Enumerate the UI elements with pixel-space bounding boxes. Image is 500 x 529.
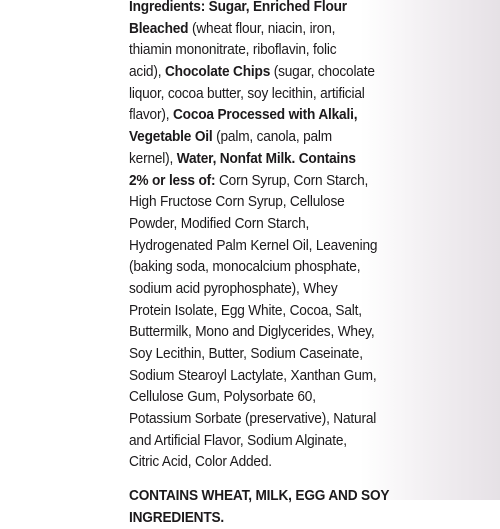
ingredients-text bbox=[129, 0, 453, 529]
ingredient-text: Corn Syrup, Corn Starch, bbox=[215, 171, 369, 189]
ingredient-text: (baking soda, monocalcium phosphate, bbox=[129, 258, 361, 276]
ingredient-bold: Bleached bbox=[129, 19, 189, 37]
ingredient-text: Citric Acid, Color Added. bbox=[129, 453, 272, 471]
ingredients-line bbox=[129, 83, 453, 105]
ingredient-text: flavor), bbox=[129, 106, 173, 124]
ingredients-line bbox=[129, 256, 453, 278]
ingredient-text: (palm, canola, palm bbox=[212, 128, 332, 146]
ingredient-text: and Artificial Flavor, Sodium Alginate, bbox=[129, 431, 347, 449]
ingredient-text: liquor, cocoa butter, soy lecithin, artificial bbox=[129, 84, 365, 102]
allergen-statement: INGREDIENTS. bbox=[129, 508, 225, 526]
ingredient-bold: Chocolate Chips bbox=[164, 63, 271, 81]
ingredient-text: Powder, Modified Corn Starch, bbox=[129, 214, 310, 232]
ingredients-line bbox=[129, 451, 453, 473]
ingredients-line bbox=[129, 430, 453, 452]
ingredient-text: Buttermilk, Mono and Diglycerides, Whey, bbox=[129, 323, 375, 341]
spacer bbox=[129, 473, 453, 485]
ingredient-text: (sugar, chocolate bbox=[270, 63, 375, 81]
ingredients-line bbox=[129, 0, 453, 18]
ingredients-line bbox=[129, 148, 453, 170]
ingredient-bold: Vegetable Oil bbox=[129, 128, 213, 146]
ingredient-text: Protein Isolate, Egg White, Cocoa, Salt, bbox=[129, 301, 362, 319]
ingredient-bold: Water, Nonfat Milk. Contains bbox=[176, 149, 356, 167]
ingredient-text: Sodium Stearoyl Lactylate, Xanthan Gum, bbox=[129, 366, 377, 384]
ingredient-bold: 2% or less of: bbox=[129, 171, 216, 189]
ingredient-text: acid), bbox=[129, 63, 165, 81]
ingredients-line bbox=[129, 365, 453, 387]
allergen-statement-line bbox=[129, 485, 453, 507]
ingredients-line bbox=[129, 278, 453, 300]
ingredients-line bbox=[129, 170, 453, 192]
ingredients-line bbox=[129, 213, 453, 235]
ingredients-line bbox=[129, 18, 453, 40]
ingredient-text: Hydrogenated Palm Kernel Oil, Leavening bbox=[129, 236, 378, 254]
ingredients-line bbox=[129, 191, 453, 213]
ingredients-line bbox=[129, 61, 453, 83]
ingredient-text: thiamin mononitrate, riboflavin, folic bbox=[129, 41, 337, 59]
ingredients-heading: Ingredients: Sugar, Enriched Flour bbox=[129, 0, 347, 15]
ingredients-line bbox=[129, 343, 453, 365]
ingredients-line bbox=[129, 104, 453, 126]
allergen-statement: CONTAINS WHEAT, MILK, EGG AND SOY bbox=[129, 487, 390, 505]
ingredient-text: sodium acid pyrophosphate), Whey bbox=[129, 279, 338, 297]
ingredients-line bbox=[129, 386, 453, 408]
ingredient-text: Cellulose Gum, Polysorbate 60, bbox=[129, 388, 316, 406]
ingredient-text: (wheat flour, niacin, iron, bbox=[188, 19, 336, 37]
ingredients-line bbox=[129, 39, 453, 61]
ingredient-text: kernel), bbox=[129, 149, 177, 167]
ingredient-text: Soy Lecithin, Butter, Sodium Caseinate, bbox=[129, 345, 363, 362]
allergen-statement-line bbox=[129, 507, 453, 529]
ingredient-text: Potassium Sorbate (preservative), Natural bbox=[129, 410, 377, 428]
ingredient-bold: Cocoa Processed with Alkali, bbox=[172, 106, 358, 124]
ingredients-line bbox=[129, 235, 453, 257]
ingredients-line bbox=[129, 300, 453, 322]
ingredient-text: High Fructose Corn Syrup, Cellulose bbox=[129, 193, 345, 211]
ingredients-line bbox=[129, 126, 453, 148]
ingredients-line bbox=[129, 408, 453, 430]
ingredients-line bbox=[129, 321, 453, 343]
